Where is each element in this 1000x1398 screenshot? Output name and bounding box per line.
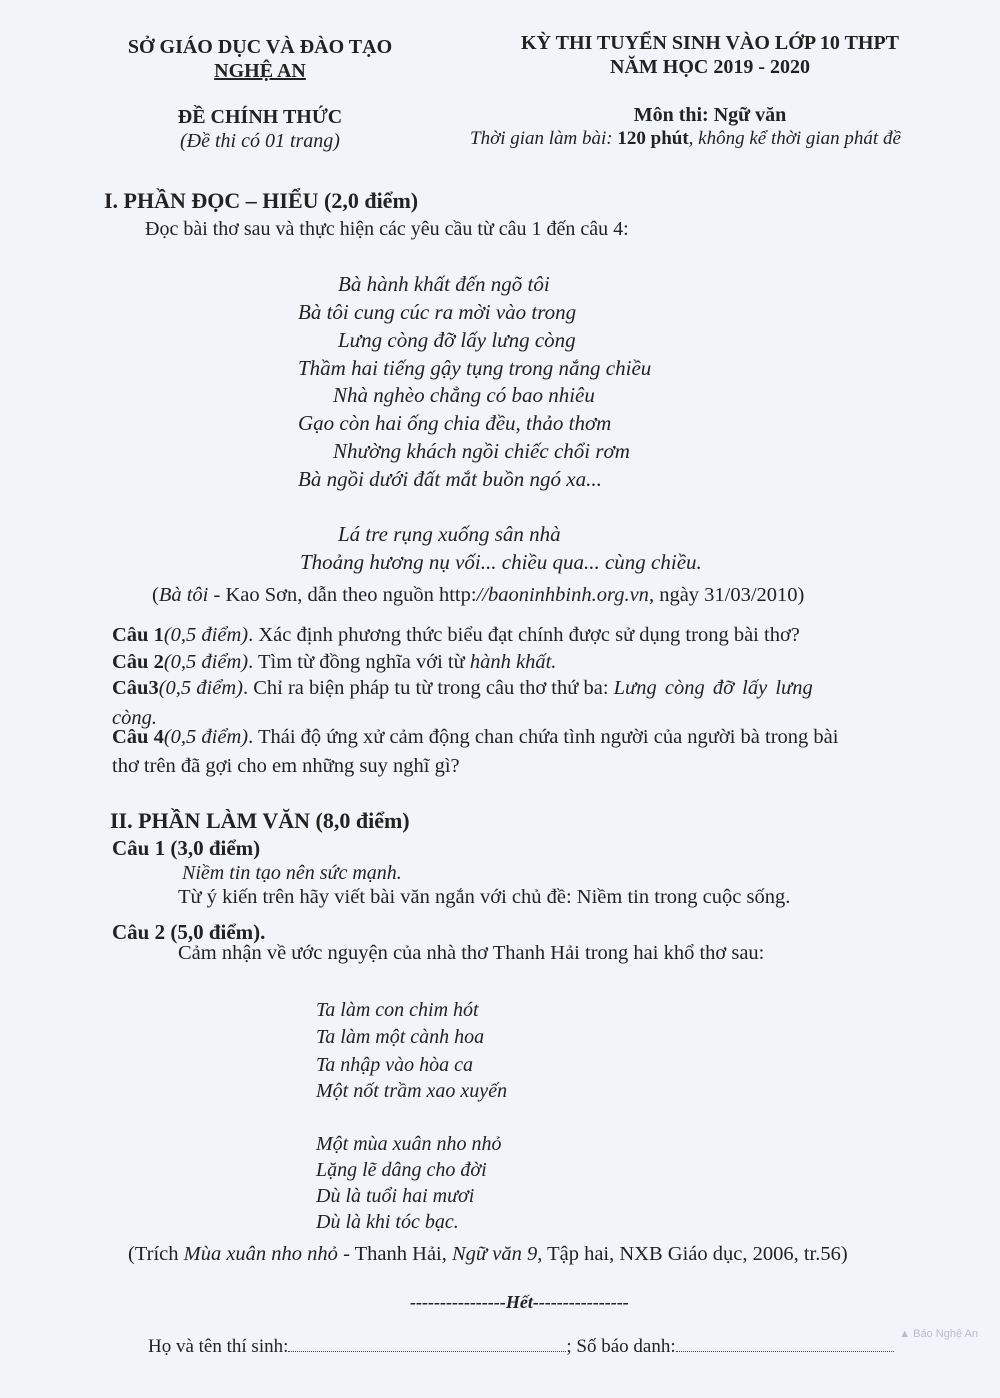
poem2-line: Ta làm một cành hoa — [316, 1026, 485, 1048]
school-year: NĂM HỌC 2019 - 2020 — [610, 56, 810, 78]
poem1-line: Bà hành khất đến ngõ tôi — [338, 272, 550, 296]
source-title: Bà tôi — [158, 584, 209, 606]
watermark-logo — [899, 1328, 978, 1340]
section1-instruction: Đọc bài thơ sau và thực hiện các yêu cầu từ câu 1 đến câu 4: — [145, 218, 629, 240]
watermark-icon: ▲ — [899, 1328, 914, 1340]
official-title: ĐỀ CHÍNH THỨC — [177, 106, 343, 128]
q1-label: Câu 1 — [112, 624, 164, 646]
poem1-line: Lá tre rụng xuống sân nhà — [338, 522, 561, 546]
source-mid: - Kao Sơn, dẫn theo nguồn http: — [208, 584, 477, 606]
q3-points: (0,5 điểm) — [158, 677, 243, 699]
section2-source — [128, 1243, 848, 1266]
q2-label: Câu 2 — [112, 651, 164, 673]
poem2-line: Dù là khi tóc bạc. — [316, 1211, 459, 1233]
q4-label: Câu 4 — [112, 726, 164, 748]
section2-heading: II. PHẦN LÀM VĂN (8,0 điểm) — [110, 808, 410, 833]
q4-text: . Thái độ ứng xử cảm động chan chứa tình người của người bà trong bài — [248, 726, 839, 748]
source2-b: Mùa xuân nho nhỏ — [183, 1243, 338, 1265]
poem1-line: Bà ngồi dưới đất mắt buồn ngó xa... — [298, 467, 602, 491]
poem2-line: Ta làm con chim hót — [316, 999, 479, 1021]
department-name: SỞ GIÁO DỤC VÀ ĐÀO TẠO — [127, 36, 393, 58]
poem2-line: Một mùa xuân nho nhỏ — [316, 1133, 502, 1155]
q4-points: (0,5 điểm) — [163, 726, 249, 748]
question-1 — [112, 624, 800, 647]
id-label: ; Số báo danh: — [566, 1336, 676, 1357]
q3-text: . Chỉ ra biện pháp tu từ trong câu thơ thứ ba: — [242, 677, 614, 699]
poem2-line: Một nốt trầm xao xuyến — [316, 1080, 508, 1102]
time-line — [470, 128, 960, 150]
exam-title: KỲ THI TUYỂN SINH VÀO LỚP 10 THPT — [520, 32, 900, 54]
poem2-line: Dù là tuổi hai mươi — [316, 1185, 475, 1207]
q1-text: . Xác định phương thức biểu đạt chính được sử dụng trong bài thơ? — [248, 624, 800, 646]
time-prefix: Thời gian làm bài: — [470, 128, 618, 149]
end-mark: ----------------Hết---------------- — [410, 1292, 629, 1312]
q3-label: Câu3 — [112, 677, 159, 699]
source2-c: - Thanh Hải, — [337, 1243, 452, 1265]
province-name: NGHỆ AN — [214, 60, 306, 82]
q3-quote-cont: còng. — [112, 707, 157, 729]
name-blank[interactable] — [288, 1337, 566, 1352]
poem1-line: Nhà nghèo chẳng có bao nhiêu — [333, 383, 595, 407]
name-label: Họ và tên thí sinh: — [148, 1336, 289, 1357]
subject: Môn thi: Ngữ văn — [633, 104, 787, 126]
poem1-line: Nhường khách ngồi chiếc chổi rơm — [333, 439, 630, 463]
q2-points: (0,5 điểm) — [163, 651, 249, 673]
q1-points: (0,5 điểm) — [163, 624, 249, 646]
province-wrap — [110, 60, 410, 83]
source2-e: , Tập hai, NXB Giáo dục, 2006, tr.56) — [537, 1243, 848, 1265]
q4-text-cont: thơ trên đã gợi cho em những suy nghĩ gì? — [112, 755, 460, 777]
poem2-line: Ta nhập vào hòa ca — [316, 1054, 474, 1076]
watermark-text: Báo Nghệ An — [913, 1328, 978, 1340]
official-note: (Đề thi có 01 trang) — [180, 130, 340, 152]
q2-word: hành khất. — [469, 651, 557, 673]
c1-heading: Câu 1 (3,0 điểm) — [112, 836, 261, 860]
question-2 — [112, 651, 556, 674]
c1-task: Từ ý kiến trên hãy viết bài văn ngắn với chủ đề: Niềm tin trong cuộc sống. — [178, 886, 791, 908]
source2-d: Ngữ văn 9 — [452, 1243, 538, 1265]
id-blank[interactable] — [676, 1337, 894, 1352]
question-4 — [112, 726, 838, 749]
time-suffix: , không kể thời gian phát đề — [688, 128, 901, 149]
source2-a: (Trích — [128, 1243, 184, 1265]
poem1-line: Lưng còng đỡ lấy lưng còng — [338, 328, 576, 352]
poem1-line: Thoảng hương nụ vối... chiều qua... cùng chiều. — [300, 550, 702, 574]
c2-heading: Câu 2 (5,0 điểm). — [112, 920, 266, 944]
source-end: , ngày 31/03/2010) — [648, 584, 805, 606]
poem1-line: Gạo còn hai ống chia đều, thảo thơm — [298, 411, 612, 435]
c2-task: Cảm nhận về ước nguyện của nhà thơ Thanh Hải trong hai khổ thơ sau: — [178, 942, 765, 964]
time-value: 120 phút — [617, 128, 689, 149]
section1-source — [152, 584, 804, 607]
section1-heading: I. PHẦN ĐỌC – HIỂU (2,0 điểm) — [104, 188, 419, 213]
source-open: ( — [152, 584, 159, 606]
question-3 — [112, 677, 955, 700]
q2-text: . Tìm từ đồng nghĩa với từ — [248, 651, 470, 673]
candidate-line — [148, 1336, 894, 1358]
c1-quote: Niềm tin tạo nên sức mạnh. — [182, 862, 402, 884]
poem2-line: Lặng lẽ dâng cho đời — [316, 1159, 487, 1181]
poem1-line: Bà tôi cung cúc ra mời vào trong — [298, 300, 577, 324]
poem1-line: Thầm hai tiếng gậy tụng trong nắng chiều — [298, 356, 652, 380]
source-url: //baoninhbinh.org.vn — [476, 584, 649, 606]
q3-quote: Lưng còng đỡ lấy lưng — [613, 677, 813, 699]
